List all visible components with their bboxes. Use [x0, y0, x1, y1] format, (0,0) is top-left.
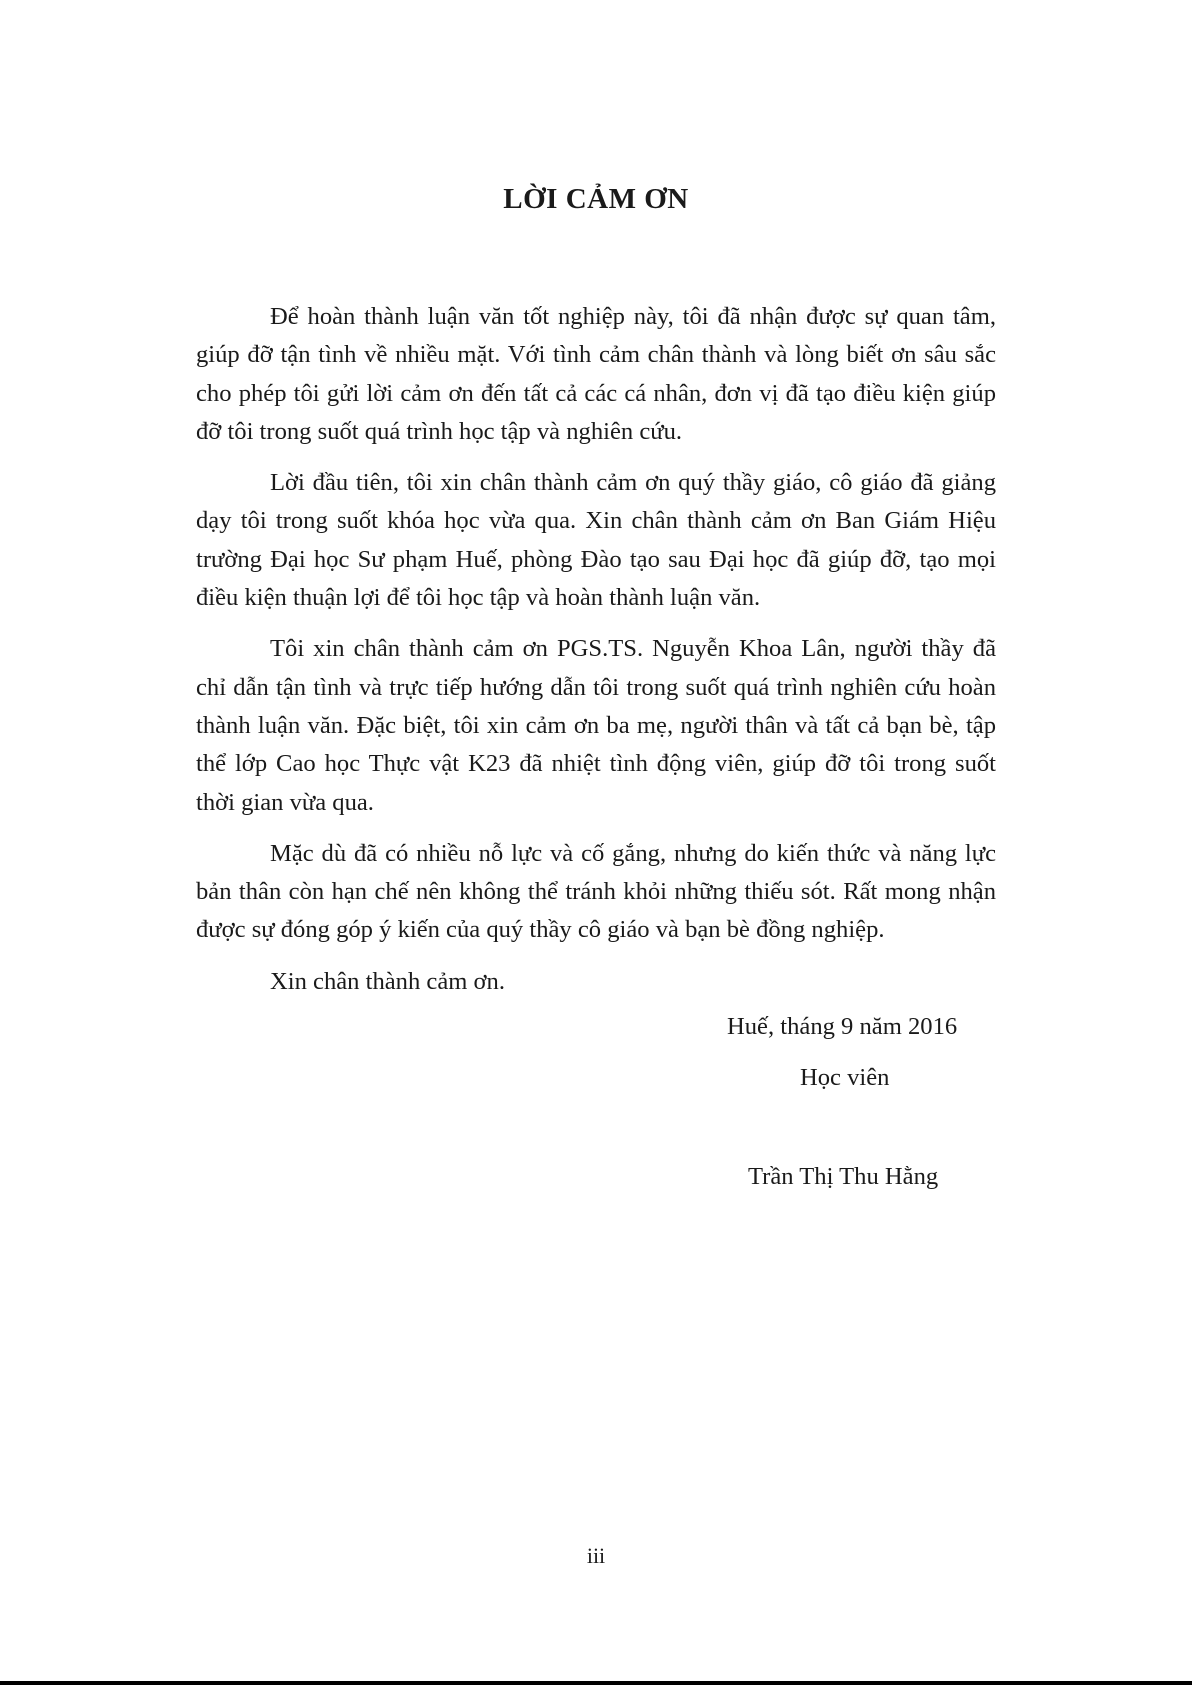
bottom-border — [0, 1681, 1192, 1685]
paragraph-4: Mặc dù đã có nhiều nỗ lực và cố gắng, nhưng do kiến thức và năng lực bản thân còn hạn chế nên không thể tránh khỏi những thiếu sót. Rất mong nhận được sự đóng góp ý kiến của quý thầy cô giáo và bạn bè đồng nghiệp. — [196, 839, 996, 944]
paragraph-2: Lời đầu tiên, tôi xin chân thành cảm ơn quý thầy giáo, cô giáo đã giảng dạy tôi trong suốt khóa học vừa qua. Xin chân thành cảm ơn Ban Giám Hiệu trường Đại học Sư phạm Huế, phòng Đào tạo sau Đại học đã giúp đỡ, tạo mọi điều kiện thuận lợi để tôi học tập và hoàn thành luận văn. — [196, 469, 996, 612]
page-number: iii — [586, 1543, 606, 1568]
page-title: LỜI CẢM ƠN — [503, 183, 689, 215]
closing-thanks: Xin chân thành cảm ơn. — [270, 967, 505, 995]
signature-role: Học viên — [800, 1064, 890, 1091]
signature-name: Trần Thị Thu Hằng — [748, 1163, 939, 1190]
signature-place-date: Huế, tháng 9 năm 2016 — [727, 1013, 958, 1040]
acknowledgement-body — [196, 298, 996, 1014]
paragraph-3: Tôi xin chân thành cảm ơn PGS.TS. Nguyễn Khoa Lân, người thầy đã chỉ dẫn tận tình và trực tiếp hướng dẫn tôi trong suốt quá trình nghiên cứu hoàn thành luận văn. Đặc biệt, tôi xin cảm ơn ba mẹ, người thân và tất cả bạn bè, tập thể lớp Cao học Thực vật K23 đã nhiệt tình động viên, giúp đỡ tôi trong suốt thời gian vừa qua. — [196, 635, 996, 816]
paragraph-1: Để hoàn thành luận văn tốt nghiệp này, tôi đã nhận được sự quan tâm, giúp đỡ tận tình về nhiều mặt. Với tình cảm chân thành và lòng biết ơn sâu sắc cho phép tôi gửi lời cảm ơn đến tất cả các cá nhân, đơn vị đã tạo điều kiện giúp đỡ tôi trong suốt quá trình học tập và nghiên cứu. — [196, 303, 996, 445]
